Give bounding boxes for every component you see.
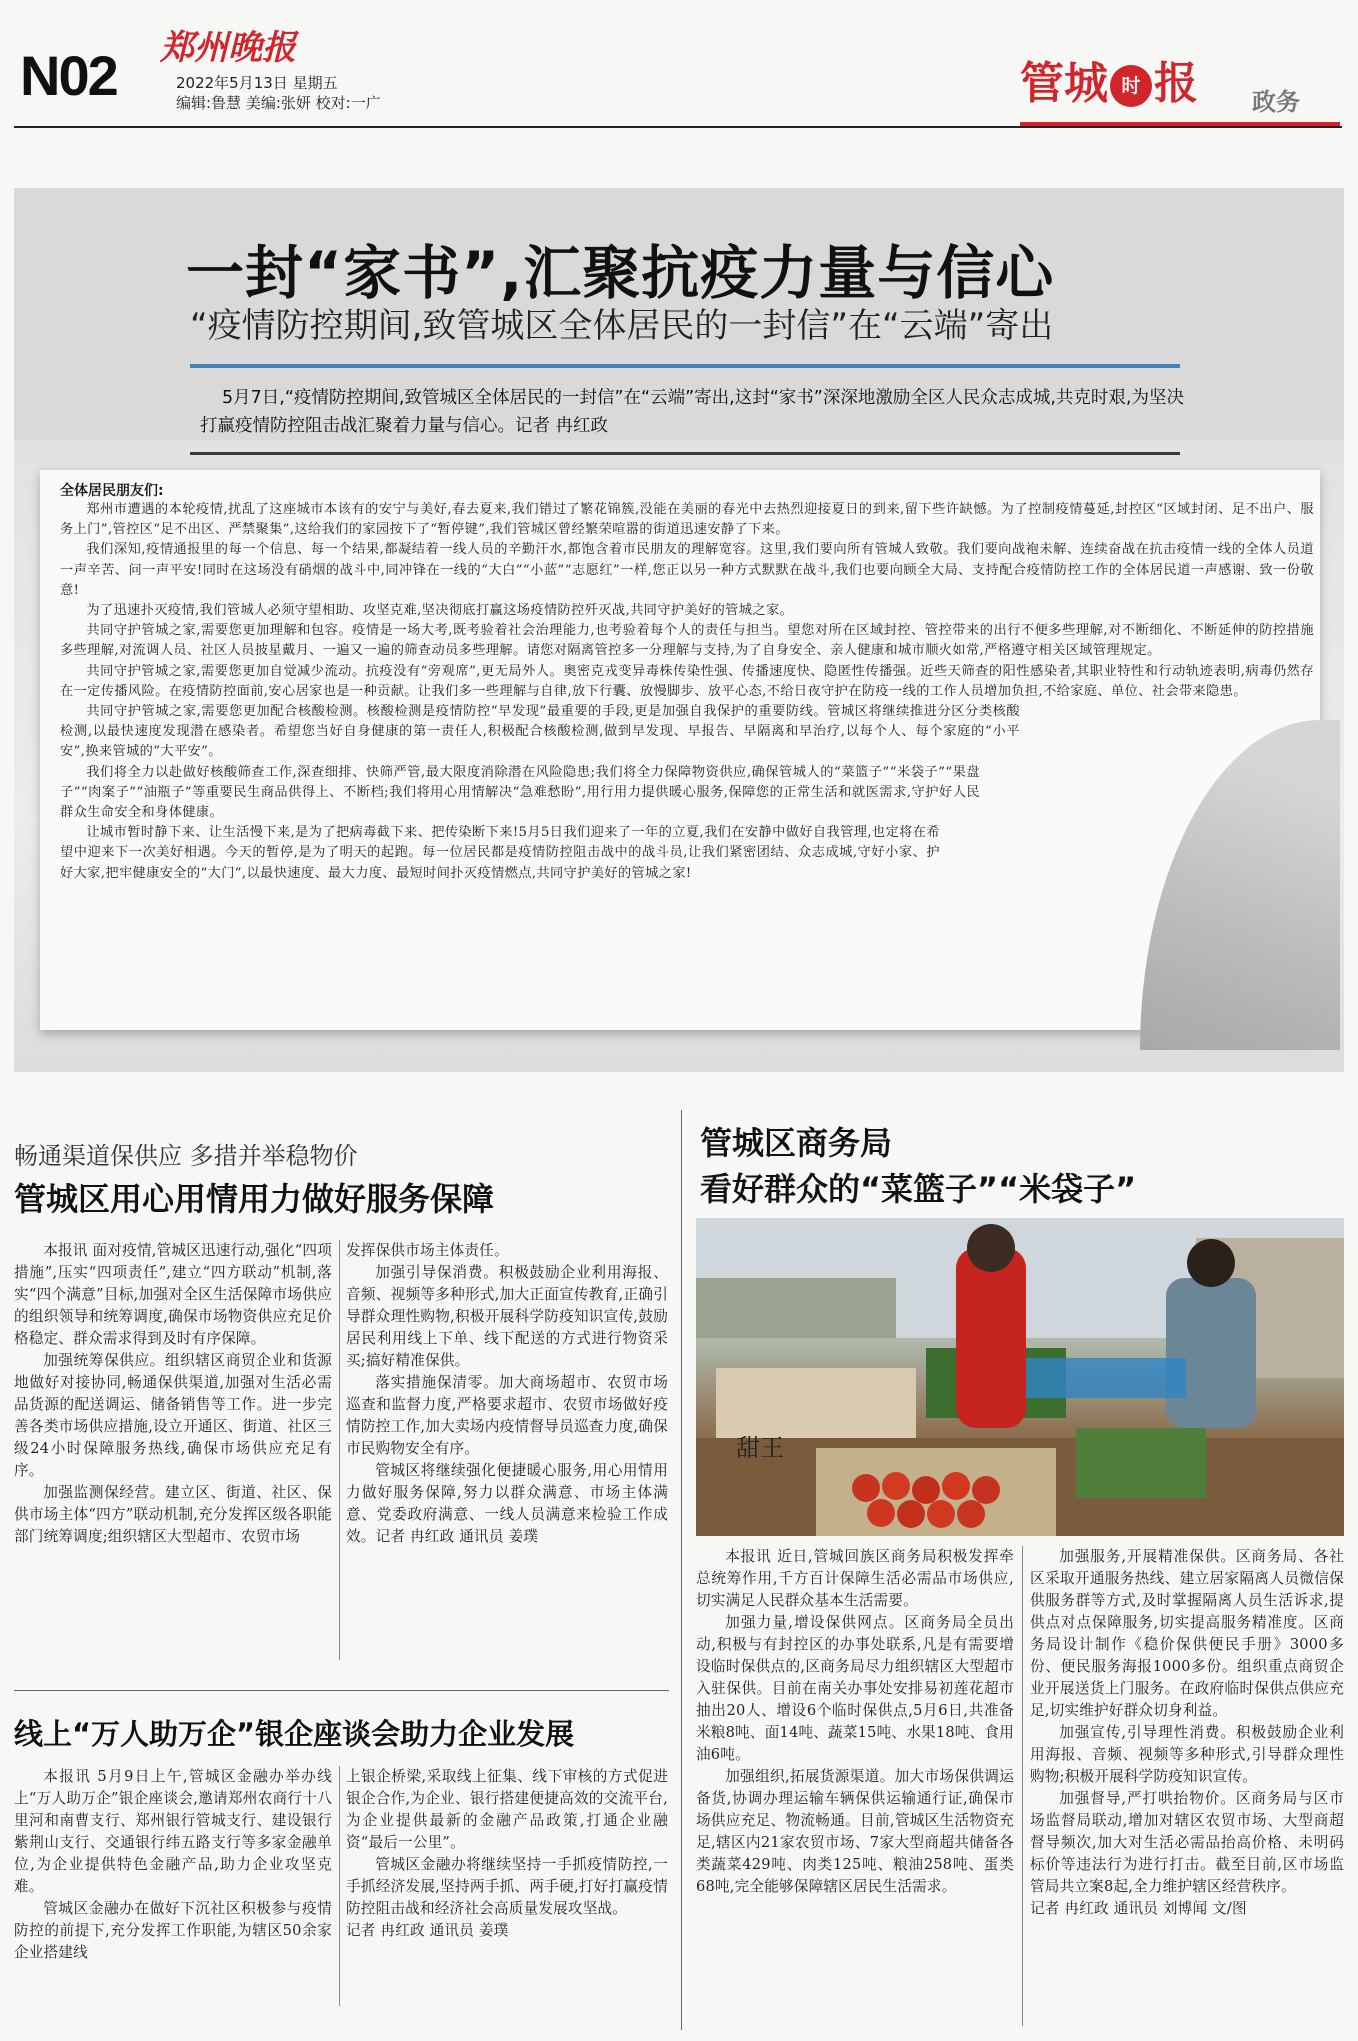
section-divider xyxy=(681,1110,682,2030)
article3-paragraph: 加强组织,拓展货源渠道。加大市场保供调运备货,协调办理运输车辆保供运输通行证,确保市场供应充足、物流畅通。目前,管城区生活物资充足,辖区内21家农贸市场、7家大型商超共储备各类蔬菜429吨、肉类125吨、粮油258吨、蛋类68吨,完全能够保障辖区居民生活需求。 xyxy=(696,1768,1014,1895)
feature-lead xyxy=(200,384,1190,440)
article2-paragraph: 管城区金融办将继续坚持一手抓疫情防控,一手抓经济发展,坚持两手抓、两手硬,打好打赢疫情防控阻击战和经济社会高质量发展攻坚战。 xyxy=(346,1856,668,1917)
letter-paragraph: 让城市暂时静下来、让生活慢下来,是为了把病毒截下来、把传染断下来!5月5日我们迎来了一年的立夏,我们在安静中做好自我管理,也定将在希望中迎来下一次美好相遇。今天的暂停,是为了明天的起跑。每一位居民都是疫情防控阻击战中的战斗员,让我们紧密团结、众志成城,守好小家、护好大家,把牢健康安全的“大门”,以最快速度、最大力度、最短时间扑灭疫情燃点,共同守护美好的管城之家! xyxy=(60,825,940,881)
article1-paragraph: 落实措施保清零。加大商场超市、农贸市场巡查和监督力度,严格要求超市、农贸市场做好疫情防控工作,加大卖场内疫情督导员巡查力度,确保市民购物安全有序。 xyxy=(346,1374,668,1457)
article2-paragraph: 上银企桥梁,采取线上征集、线下审核的方式促进银企合作,为企业、银行搭建便捷高效的交流平台,为企业提供最新的金融产品政策,打通企业融资“最后一公里”。 xyxy=(346,1768,668,1851)
article3-paragraph: 加强宣传,引导理性消费。积极鼓励企业利用海报、音频、视频等多种形式,引导群众理性购物;积极开展科学防疫知识宣传。 xyxy=(1030,1724,1344,1785)
market-photo-illustration xyxy=(696,1218,1344,1536)
article3-paragraph: 本报讯 近日,管城回族区商务局积极发挥牵总统筹作用,千方百计保障生活必需品市场供应,切实满足人民群众基本生活需要。 xyxy=(696,1548,1014,1609)
article3-paragraph: 加强力量,增设保供网点。区商务局全员出动,积极与有封控区的办事处联系,凡是有需要增设临时保供点的,区商务局尽力组织辖区大型超市入驻保供。目前在南关办事处安排易初莲花超市抽出20人、增设6个临时保供点,5月6日,共准备米粮8吨、面14吨、蔬菜15吨、水果18吨、食用油6吨。 xyxy=(696,1614,1014,1763)
column-divider xyxy=(1022,1546,1023,2026)
article2-column-2 xyxy=(346,1766,668,1942)
article1-paragraph: 管城区将继续强化便捷暖心服务,用心用情用力做好服务保障,努力以群众满意、市场主体满意、党委政府满意、一线人员满意来检验工作成效。记者 冉红政 通讯员 姜璞 xyxy=(346,1462,668,1545)
section-label: 政务 xyxy=(1252,88,1300,116)
article2-paragraph: 管城区金融办在做好下沉社区积极参与疫情防控的前提下,充分发挥工作职能,为辖区50余家企业搭建线 xyxy=(14,1900,332,1961)
article2-paragraph: 记者 冉红政 通讯员 姜璞 xyxy=(346,1922,509,1939)
header-rule xyxy=(14,126,1342,128)
article1-column-1 xyxy=(14,1240,332,1548)
article1-paragraph: 加强引导保消费。积极鼓励企业利用海报、音频、视频等多种形式,加大正面宣传教育,正确引导群众理性购物,积极开展科学防疫知识宣传,鼓励居民利用线上下单、线下配送的方式进行物资采买;搞好精准保供。 xyxy=(346,1264,668,1369)
market-photo xyxy=(696,1218,1344,1536)
letter-greeting: 全体居民朋友们: xyxy=(60,483,164,499)
article1-paragraph: 加强统筹保供应。组织辖区商贸企业和货源地做好对接协同,畅通保供渠道,加强对生活必需品货源的配送调运、储备销售等工作。进一步完善各类市场供应措施,设立开通区、街道、社区三级24小时保障服务热线,确保市场供应充足有序。 xyxy=(14,1352,332,1479)
article1-paragraph: 发挥保供市场主体责任。 xyxy=(346,1242,509,1259)
article1-paragraph: 本报讯 面对疫情,管城区迅速行动,强化“四项措施”,压实“四项责任”,建立“四方联动”机制,落实“四个满意”目标,加强对全区生活保障市场供应的组织领导和统筹调度,确保市场物资供应充足价格稳定、群众需求得到及时有序保障。 xyxy=(14,1242,332,1347)
brand-left: 管城 xyxy=(1020,58,1108,109)
issue-date: 2022年5月13日 星期五 xyxy=(176,74,338,92)
letter-body xyxy=(60,500,1314,884)
article1-kicker: 畅通渠道保供应 多措并举稳物价 xyxy=(14,1142,358,1170)
feature-lead-text: 5月7日,“疫情防控期间,致管城区全体居民的一封信”在“云端”寄出,这封“家书”深深地激励全区人民众志成城,共克时艰,为坚决打赢疫情防控阻击战汇聚着力量与信心。记者 冉红政 xyxy=(200,388,1184,436)
column-divider xyxy=(339,1766,340,2006)
article1-column-2 xyxy=(346,1240,668,1548)
letter-paragraph: 共同守护管城之家,需要您更加理解和包容。疫情是一场大考,既考验着社会治理能力,也考验着每个人的责任与担当。望您对所在区域封控、管控带来的出行不便多些理解,对不断细化、不断延伸的防控措施多些理解,对流调人员、社区人员披星戴月、一遍又一遍的筛查动员多些理解。请您对隔离管控多一分理解与支持,为了自身安全、亲人健康和城市顺火如常,严格遵守相关区域管理规定。 xyxy=(60,623,1314,659)
article2-headline: 线上“万人助万企”银企座谈会助力企业发展 xyxy=(14,1717,575,1751)
brand-right: 报 xyxy=(1154,58,1198,109)
letter-paragraph: 郑州市遭遇的本轮疫情,扰乱了这座城市本该有的安宁与美好,春去夏来,我们错过了繁花锦簇,没能在美丽的春光中去热烈迎接夏日的到来,留下些许缺憾。为了控制疫情蔓延,封控区“区域封闭、足不出户、服务上门”,管控区“足不出区、严禁聚集”,这给我们的家园按下了“暂停键”,我们管城区曾经繁荣喧嚣的街道迅速安静了下来。 xyxy=(60,502,1314,538)
letter-paragraph: 我们深知,疫情通报里的每一个信息、每一个结果,都凝结着一线人员的辛勤汗水,都饱含着市民朋友的理解宽容。这里,我们要向所有管城人致敬。我们要向战袍未解、连续奋战在抗击疫情一线的全体人员道一声辛苦、问一声平安!同时在这场没有硝烟的战斗中,同冲锋在一线的“大白”“小蓝”“志愿红”一样,您正以另一种方式默默在战斗,我们也要向顾全大局、支持配合疫情防控工作的全体居民道一声感谢、致一份敬意! xyxy=(60,542,1314,598)
photo-box-label: 甜王 xyxy=(736,1434,784,1462)
letter-paragraph: 我们将全力以赴做好核酸筛查工作,深查细排、快筛严管,最大限度消除潜在风险隐患;我们将全力保障物资供应,确保管城人的“菜篮子”“米袋子”“果盘子”“肉案子”“油瓶子”等重要民生商品供得上、不断档;我们将用心用情解决“急难愁盼”,用行用力提供暖心服务,保障您的正常生活和就医需求,守护好人民群众生命安全和身体健康。 xyxy=(60,764,980,821)
article3-paragraph: 加强服务,开展精准保供。区商务局、各社区采取开通服务热线、建立居家隔离人员微信保供服务群等方式,及时掌握隔离人员生活诉求,提供点对点保障服务,切实提高服务精准度。区商务局设计制作《稳价保供便民手册》3000多份、便民服务海报1000多份。组织重点商贸企业开展送货上门服务。在政府临时保供点供应充足,切实维护好群众切身利益。 xyxy=(1030,1548,1344,1719)
article-divider xyxy=(14,1690,669,1691)
article2-paragraph: 本报讯 5月9日上午,管城区金融办举办线上“万人助万企”银企座谈会,邀请郑州农商行十八里河和南曹支行、郑州银行管城支行、建设银行紫荆山支行、交通银行纬五路支行等多家金融单位,为企业提供特色金融产品,助力企业攻坚克难。 xyxy=(14,1768,332,1895)
article3-paragraph: 加强督导,严打哄抬物价。区商务局与区市场监督局联动,增加对辖区农贸市场、大型商超督导频次,加大对生活必需品抬高价格、未明码标价等违法行为进行打击。截至目前,区市场监管局共立案8起,全力维护辖区经营秩序。 xyxy=(1030,1790,1344,1895)
newspaper-masthead: 郑州晚报 xyxy=(160,28,296,68)
article1-headline: 管城区用心用情用力做好服务保障 xyxy=(14,1180,495,1218)
article3-column-1 xyxy=(696,1546,1014,1898)
editor-credits: 编辑:鲁慧 美编:张妍 校对:一广 xyxy=(176,94,381,112)
feature-title: 一封“家书”,汇聚抗疫力量与信心 xyxy=(186,239,1055,307)
section-brand xyxy=(1020,58,1198,110)
article3-headline-1: 管城区商务局 xyxy=(700,1124,893,1162)
column-divider xyxy=(339,1240,340,1660)
article2-column-1 xyxy=(14,1766,332,1964)
page-number: N02 xyxy=(20,44,117,107)
article3-headline-2: 看好群众的“菜篮子”“米袋子” xyxy=(700,1170,1137,1208)
letter-paragraph: 共同守护管城之家,需要您更加配合核酸检测。核酸检测是疫情防控“早发现”最重要的手段,更是加强自我保护的重要防线。管城区将继续推进分区分类核酸检测,以最快速度发现潜在感染者。希望您当好自身健康的第一责任人,积极配合核酸检测,做到早发现、早报告、早隔离和早治疗,以每个人、每个家庭的“小平安”,换来管城的“大平安”。 xyxy=(60,704,1020,760)
title-rule xyxy=(190,364,1180,368)
article3-column-2 xyxy=(1030,1546,1344,1920)
article3-byline: 记者 冉红政 通讯员 刘博闻 文/图 xyxy=(1030,1900,1247,1917)
letter-paragraph: 为了迅速扑灭疫情,我们管城人必须守望相助、攻坚克难,坚决彻底打赢这场疫情防控歼灭战,共同守护美好的管城之家。 xyxy=(86,603,794,619)
letter-paragraph: 共同守护管城之家,需要您更加自觉减少流动。抗疫没有“旁观席”,更无局外人。奥密克戎变异毒株传染性强、传播速度快、隐匿性传播强。近些天筛查的阳性感染者,其职业特性和行动轨迹表明,病毒仍然存在一定传播风险。在疫情防控面前,安心居家也是一种贡献。让我们多一些理解与自律,放下行囊、放慢脚步、放平心态,不给日夜守护在防疫一线的工作人员增加负担,不给家庭、单位、社会带来隐患。 xyxy=(60,663,1314,699)
article1-paragraph: 加强监测保经营。建立区、街道、社区、保供市场主体“四方”联动机制,充分发挥区级各职能部门统筹调度;组织辖区大型超市、农贸市场 xyxy=(14,1484,332,1545)
feature-subtitle: “疫情防控期间,致管城区全体居民的一封信”在“云端”寄出 xyxy=(190,306,1054,346)
brand-dot: 时 xyxy=(1110,65,1152,107)
lead-rule xyxy=(190,452,1180,455)
